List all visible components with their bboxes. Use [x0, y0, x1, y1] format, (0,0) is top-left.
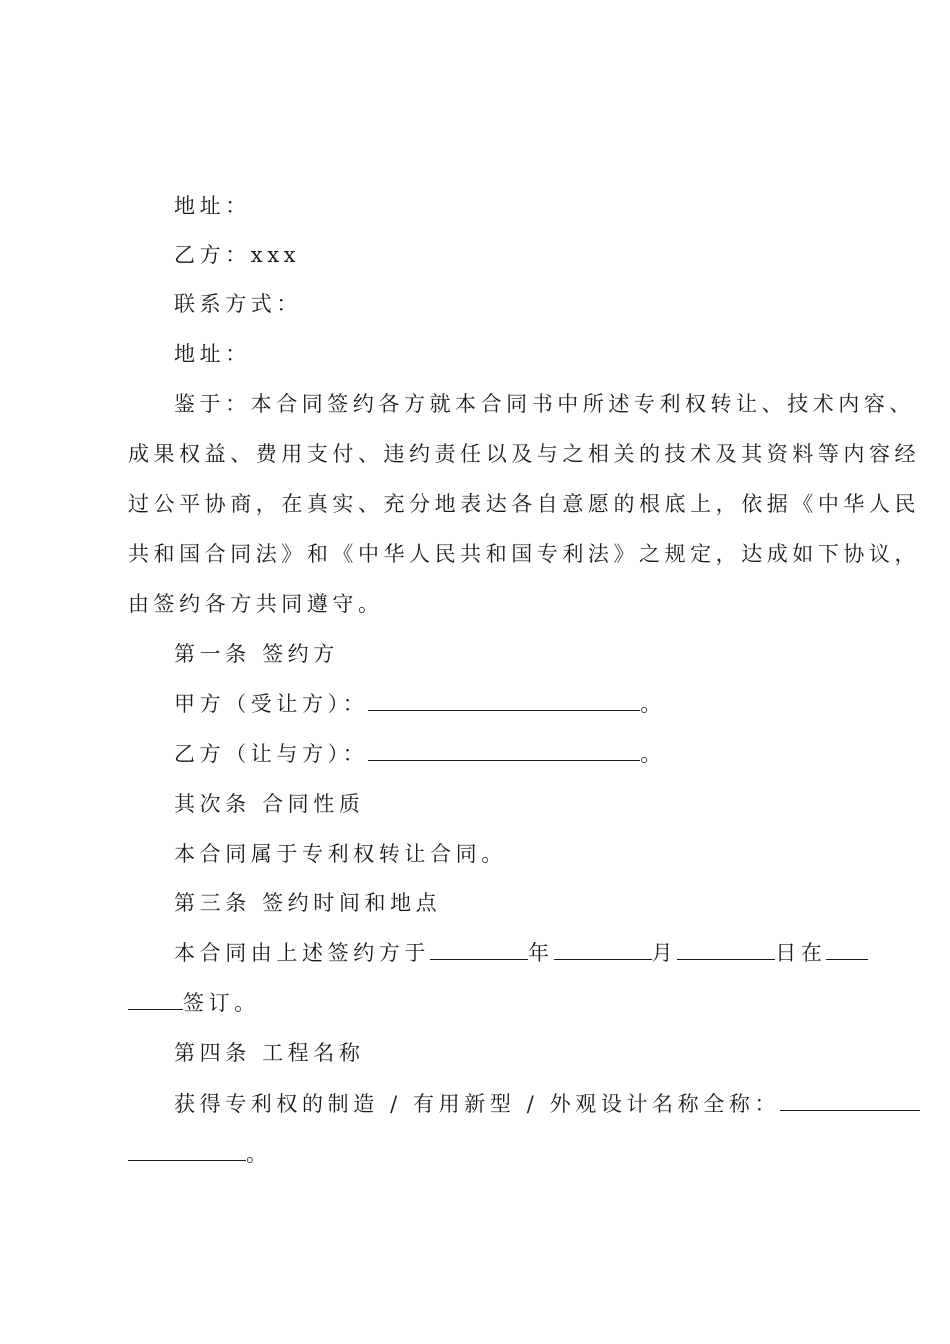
preamble-line-5: 由签约各方共同遵守。 — [128, 592, 384, 616]
article3-title: 第三条 签约时间和地点 — [174, 891, 442, 915]
party-b-label: 乙方（让与方）： — [174, 742, 369, 766]
signed-label: 签订。 — [183, 991, 260, 1015]
project-name-blank-2 — [128, 1142, 246, 1161]
contact-info: 联系方式： — [174, 292, 302, 316]
article4-title: 第四条 工程名称 — [174, 1041, 365, 1065]
year-label: 年 — [528, 941, 554, 965]
article1-party-a — [174, 691, 884, 717]
project-name-label: 获得专利权的制造 / 有用新型 / 外观设计名称全称： — [174, 1092, 781, 1116]
article4-text-cont — [128, 1141, 838, 1167]
article1-title: 第一条 签约方 — [174, 642, 339, 666]
preamble-line-1: 鉴于：本合同签约各方就本合同书中所述专利权转让、技术内容、 — [174, 392, 915, 416]
end-mark: 。 — [640, 742, 666, 766]
article2-title: 其次条 合同性质 — [174, 792, 365, 816]
month-label: 月 — [651, 941, 678, 965]
article4-text — [174, 1091, 884, 1117]
party-a-blank — [368, 692, 640, 711]
party-a-address: 地址： — [174, 194, 251, 218]
day-at-label: 日在 — [775, 941, 827, 965]
month-blank — [554, 941, 652, 960]
article1-party-b — [174, 741, 884, 767]
party-b: 乙方：xxx — [174, 243, 301, 267]
party-b-address: 地址： — [174, 342, 251, 366]
day-blank — [677, 941, 775, 960]
article3-text — [174, 940, 884, 966]
end-mark: 。 — [640, 692, 666, 716]
project-name-blank-1 — [780, 1092, 920, 1111]
place-blank-1 — [826, 941, 868, 960]
year-blank — [430, 941, 528, 960]
date-prefix: 本合同由上述签约方于 — [174, 941, 430, 965]
party-a-label: 甲方（受让方）： — [174, 692, 369, 716]
preamble-line-4: 共和国合同法》和《中华人民共和国专利法》之规定，达成如下协议， — [128, 542, 921, 566]
preamble-line-3: 过公平协商，在真实、充分地表达各自意愿的根底上，依据《中华人民 — [128, 492, 921, 516]
end-mark: 。 — [246, 1142, 272, 1166]
place-blank-2 — [128, 991, 183, 1010]
preamble-line-2: 成果权益、费用支付、违约责任以及与之相关的技术及其资料等内容经 — [128, 442, 921, 466]
article2-text: 本合同属于专利权转让合同。 — [174, 842, 507, 866]
party-b-blank — [368, 742, 640, 761]
article3-text-cont — [128, 990, 838, 1016]
